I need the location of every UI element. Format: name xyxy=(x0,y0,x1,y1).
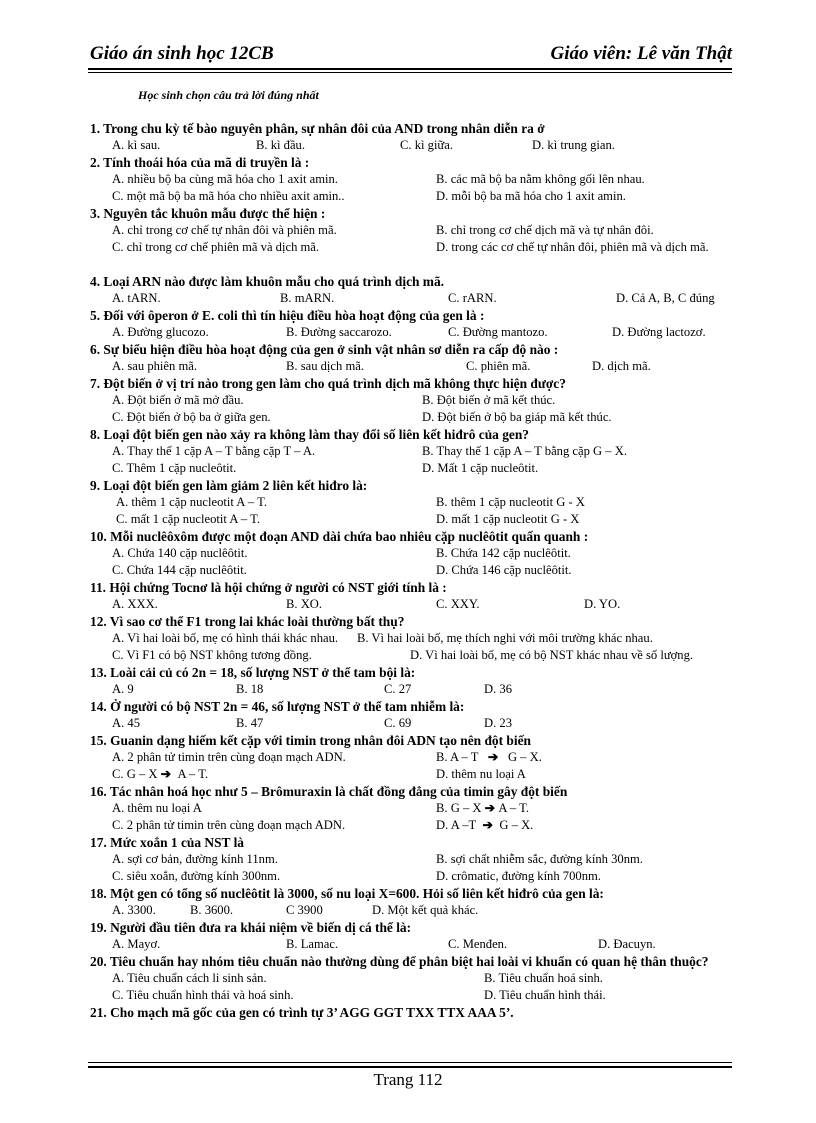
header-rule xyxy=(88,68,732,70)
options-6 xyxy=(90,358,750,375)
question-4: 4. Loại ARN nào được làm khuôn mẫu cho quá trình dịch mã. xyxy=(90,274,445,289)
option-b: B. Tiêu chuẩn hoá sinh. xyxy=(484,971,603,985)
footer-rule xyxy=(88,1066,732,1068)
options-12-first-row xyxy=(90,630,750,647)
header-rule-thin xyxy=(88,72,732,73)
question-10: 10. Mỗi nuclêôxôm được một đoạn AND dài chứa bao nhiêu cặp nuclêôtit quấn quanh : xyxy=(90,529,589,544)
header-subject: Giáo án sinh học 12CB xyxy=(90,43,274,64)
question-15: 15. Guanin dạng hiếm kết cặp với timin trong nhân đôi ADN tạo nên đột biến xyxy=(90,733,531,748)
options-16 xyxy=(90,800,750,834)
question-list xyxy=(90,120,750,1021)
option-d: D. mỗi bộ ba mã hóa cho 1 axit amin. xyxy=(436,189,626,203)
options-2 xyxy=(90,171,750,205)
option-d: D. trong các cơ chế tự nhân đôi, phiên mã và dịch mã. xyxy=(436,240,709,254)
options-20 xyxy=(90,970,750,1004)
question-12: 12. Vì sao cơ thể F1 trong lai khác loài thường bất thụ? xyxy=(90,614,405,629)
option-a: A. kì sau. xyxy=(112,138,161,152)
option-c: C. siêu xoắn, đường kính 300nm. xyxy=(112,869,281,883)
option-a: A. XXX. xyxy=(112,597,158,611)
option-b: B. 3600. xyxy=(190,903,234,917)
option-d-from: D. A –T xyxy=(436,818,477,832)
option-c: C. Chứa 144 cặp nuclêôtit. xyxy=(112,563,247,577)
question-9: 9. Loại đột biến gen làm giảm 2 liên kết hiđro là: xyxy=(90,478,368,493)
option-a: A. Đột biến ở mã mở đầu. xyxy=(112,393,244,407)
option-b: B. XO. xyxy=(286,597,323,611)
option-d: D. crômatic, đường kính 700nm. xyxy=(436,869,601,883)
question-3: 3. Nguyên tắc khuôn mẫu được thể hiện : xyxy=(90,206,326,221)
option-a: A. Thay thế 1 cặp A – T bằng cặp T – A. xyxy=(112,444,316,458)
question-5: 5. Đối với ôperon ở E. coli thì tín hiệu điều hòa hoạt động của gen là : xyxy=(90,308,485,323)
option-d: D. 36 xyxy=(484,682,512,696)
option-b-to: G – X. xyxy=(507,750,542,764)
option-d: D. dịch mã. xyxy=(592,359,651,373)
options-17 xyxy=(90,851,750,885)
option-a: A. 9 xyxy=(112,682,134,696)
option-c-from: C. G – X xyxy=(112,767,158,781)
option-b: B. Chứa 142 cặp nuclêôtit. xyxy=(436,546,571,560)
option-a: A. 45 xyxy=(112,716,140,730)
question-20: 20. Tiêu chuẩn hay nhóm tiêu chuẩn nào thường dùng để phân biệt hai loài vi khuẩn có quan hệ thân thuộc? xyxy=(90,954,709,969)
option-c: C. XXY. xyxy=(436,597,480,611)
option-c: C. Menđen. xyxy=(448,937,508,951)
arrow-icon: ➔ xyxy=(487,750,499,764)
option-b: B. Đột biến ở mã kết thúc. xyxy=(422,393,556,407)
question-13: 13. Loài cải củ có 2n = 18, số lượng NST ở thể tam bội là: xyxy=(90,665,416,680)
options-9 xyxy=(90,494,750,528)
option-d-to: G – X. xyxy=(499,818,534,832)
option-c: C. phiên mã. xyxy=(466,359,531,373)
option-a: A. Vì hai loài bố, mẹ có hình thái khác nhau. xyxy=(112,631,339,645)
option-b: B. chỉ trong cơ chế dịch mã và tự nhân đôi. xyxy=(436,223,654,237)
option-c: C. Vì F1 có bộ NST không tương đồng. xyxy=(112,648,312,662)
option-c: C. 27 xyxy=(384,682,412,696)
option-b: B. Lamac. xyxy=(286,937,339,951)
option-c: C. một mã bộ ba mã hóa cho nhiều axit amin.. xyxy=(112,189,345,203)
option-a: A. nhiều bộ ba cùng mã hóa cho 1 axit amin. xyxy=(112,172,338,186)
option-d: D. 23 xyxy=(484,716,512,730)
question-18: 18. Một gen có tổng số nuclêôtit là 3000, số nu loại X=600. Hỏi số liên kết hiđrô của gen là: xyxy=(90,886,604,901)
option-c: C. Đột biến ở bộ ba ở giữa gen. xyxy=(112,410,271,424)
question-6: 6. Sự biểu hiện điều hòa hoạt động của gen ở sinh vật nhân sơ diễn ra cấp độ nào : xyxy=(90,342,559,357)
option-d: D. Mất 1 cặp nucleôtit. xyxy=(422,461,539,475)
question-14: 14. Ở người có bộ NST 2n = 46, số lượng NST ở thể tam nhiễm là: xyxy=(90,699,465,714)
option-c: C 3900 xyxy=(286,903,323,917)
option-c-to: A – T. xyxy=(177,767,209,781)
option-d: D. kì trung gian. xyxy=(532,138,615,152)
option-d: D. Vì hai loài bố, mẹ có bộ NST khác nhau về số lượng. xyxy=(410,648,694,662)
options-3 xyxy=(90,222,750,273)
header-teacher: Giáo viên: Lê văn Thật xyxy=(550,43,732,64)
option-c: C. Thêm 1 cặp nucleôtit. xyxy=(112,461,237,475)
question-11: 11. Hội chứng Tocnơ là hội chứng ở người có NST giới tính là : xyxy=(90,580,447,595)
options-4 xyxy=(90,290,750,307)
option-d: D. Chứa 146 cặp nuclêôtit. xyxy=(436,563,572,577)
option-b: B. mARN. xyxy=(280,291,335,305)
option-d xyxy=(436,817,533,834)
option-b: B. Thay thế 1 cặp A – T bằng cặp G – X. xyxy=(422,444,627,458)
option-b: B. thêm 1 cặp nucleotit G - X xyxy=(436,495,585,509)
instruction: Học sinh chọn câu trả lời đúng nhất xyxy=(138,88,319,102)
options-13 xyxy=(90,681,750,698)
option-b: B. 18 xyxy=(236,682,264,696)
options-18 xyxy=(90,902,750,919)
option-c: C. mất 1 cặp nucleotit A – T. xyxy=(116,512,260,526)
option-b: B. sau dịch mã. xyxy=(286,359,364,373)
question-16: 16. Tác nhân hoá học như 5 – Brômuraxin là chất đồng đẳng của timin gây đột biến xyxy=(90,784,568,799)
option-a: A. thêm nu loại A xyxy=(112,801,202,815)
option-c: C. kì giữa. xyxy=(400,138,454,152)
footer-rule-thin xyxy=(88,1062,732,1063)
option-d: D. Đột biến ở bộ ba giáp mã kết thúc. xyxy=(422,410,612,424)
question-8: 8. Loại đột biến gen nào xảy ra không làm thay đổi số liên kết hiđrô của gen? xyxy=(90,427,529,442)
option-a: A. thêm 1 cặp nucleotit A – T. xyxy=(116,495,267,509)
options-19 xyxy=(90,936,750,953)
option-c: C. Đường mantozo. xyxy=(448,325,548,339)
option-b: B. kì đầu. xyxy=(256,138,305,152)
options-11 xyxy=(90,596,750,613)
question-2: 2. Tính thoái hóa của mã di truyền là : xyxy=(90,155,310,170)
option-b: B. các mã bộ ba nằm không gối lên nhau. xyxy=(436,172,645,186)
option-d: D. mất 1 cặp nucleotit G - X xyxy=(436,512,580,526)
option-a: A. tARN. xyxy=(112,291,161,305)
option-a: A. 2 phân tử timin trên cùng đoạn mạch ADN. xyxy=(112,750,346,764)
option-c: C. 69 xyxy=(384,716,412,730)
options-10 xyxy=(90,545,750,579)
option-a: A. chỉ trong cơ chế tự nhân đôi và phiên mã. xyxy=(112,223,337,237)
option-b-to: A – T. xyxy=(498,801,530,815)
question-1: 1. Trong chu kỳ tế bào nguyên phân, sự nhân đôi của AND trong nhân diễn ra ở xyxy=(90,121,545,136)
question-7: 7. Đột biến ở vị trí nào trong gen làm cho quá trình dịch mã không thực hiện được? xyxy=(90,376,566,391)
option-c: C. 2 phân tử timin trên cùng đoạn mạch ADN. xyxy=(112,818,346,832)
option-b xyxy=(436,749,542,766)
option-d: D. Đacuyn. xyxy=(598,937,656,951)
option-a: A. sợi cơ bản, đường kính 11nm. xyxy=(112,852,278,866)
option-b xyxy=(436,800,529,817)
option-d: D. Một kết quả khác. xyxy=(372,903,479,917)
option-b: B. Vì hai loài bố, mẹ thích nghi với môi trường khác nhau. xyxy=(356,631,653,645)
option-d: D. Đường lactozơ. xyxy=(612,325,706,339)
options-12-second-row xyxy=(90,647,750,664)
option-b-from: B. A – T xyxy=(436,750,479,764)
question-21: 21. Cho mạch mã gốc của gen có trình tự 3’ AGG GGT TXX TTX AAA 5’. xyxy=(90,1005,514,1020)
options-15 xyxy=(90,749,750,783)
option-c xyxy=(112,766,208,783)
question-17: 17. Mức xoắn 1 của NST là xyxy=(90,835,244,850)
arrow-icon: ➔ xyxy=(482,818,494,832)
option-b: B. sợi chất nhiễm sắc, đường kính 30nm. xyxy=(436,852,643,866)
option-c: C. rARN. xyxy=(448,291,497,305)
option-a: A. sau phiên mã. xyxy=(112,359,197,373)
options-8 xyxy=(90,443,750,477)
arrow-icon: ➔ xyxy=(160,767,172,781)
option-a: A. 3300. xyxy=(112,903,156,917)
option-d: D. Cả A, B, C đúng xyxy=(616,291,715,305)
option-a: A. Mayơ. xyxy=(112,937,161,951)
options-7 xyxy=(90,392,750,426)
option-b-from: B. G – X xyxy=(436,801,482,815)
option-b: B. 47 xyxy=(236,716,264,730)
option-d: D. Tiêu chuẩn hình thái. xyxy=(484,988,606,1002)
option-b: B. Đường saccarozo. xyxy=(286,325,392,339)
options-5 xyxy=(90,324,750,341)
options-14 xyxy=(90,715,750,732)
option-c: C. chỉ trong cơ chế phiên mã và dịch mã. xyxy=(112,240,320,254)
arrow-icon: ➔ xyxy=(484,801,496,815)
option-a: A. Đường glucozo. xyxy=(112,325,209,339)
option-c: C. Tiêu chuẩn hình thái và hoá sinh. xyxy=(112,988,294,1002)
option-d: D. YO. xyxy=(584,597,621,611)
option-a: A. Tiêu chuẩn cách li sinh sản. xyxy=(112,971,267,985)
page-number: Trang 112 xyxy=(373,1070,443,1089)
options-1 xyxy=(90,137,750,154)
option-a: A. Chứa 140 cặp nuclêôtit. xyxy=(112,546,248,560)
option-d: D. thêm nu loại A xyxy=(436,767,526,781)
question-19: 19. Người đầu tiên đưa ra khái niệm về biến dị cá thể là: xyxy=(90,920,412,935)
